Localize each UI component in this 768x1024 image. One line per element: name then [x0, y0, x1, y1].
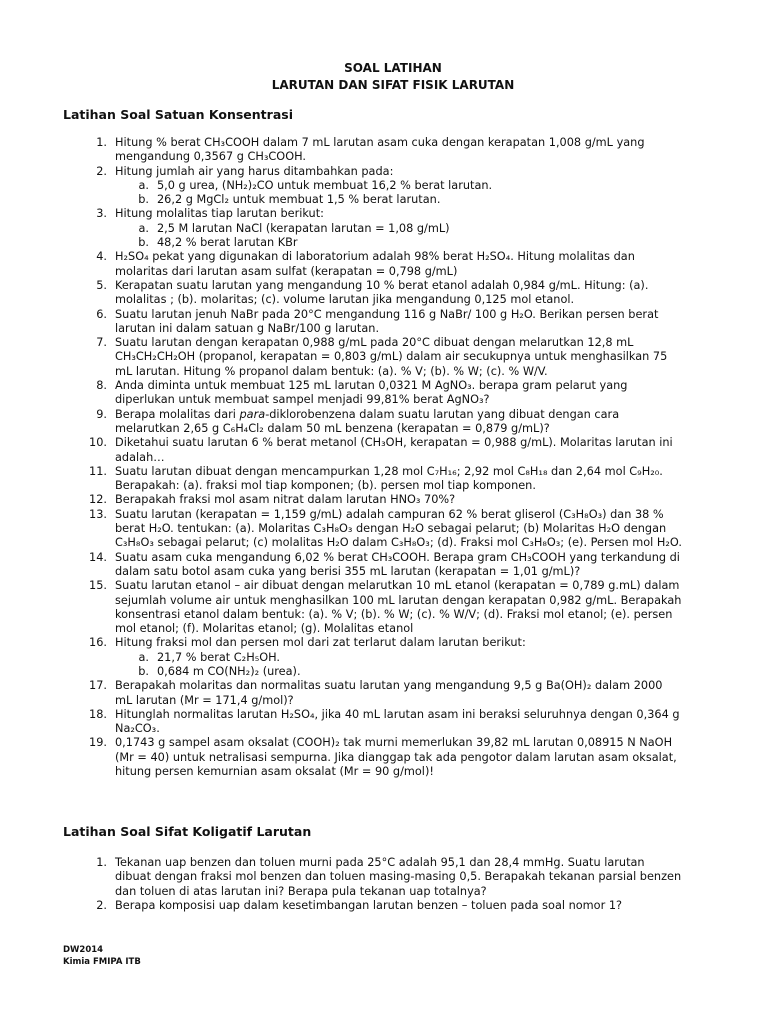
- sub-question-text: 48,2 % berat larutan KBr: [157, 236, 298, 250]
- question-number: 1.: [96, 856, 107, 869]
- question-number: 7.: [96, 336, 107, 350]
- sub-question: [115, 222, 683, 236]
- sub-question-text: 26,2 g MgCl₂ untuk membuat 1,5 % berat larutan.: [157, 193, 441, 207]
- question-body: [107, 165, 683, 208]
- question-number: 19.: [89, 736, 107, 750]
- question-item: [63, 408, 683, 437]
- document-header: [0, 60, 768, 94]
- sub-letter: b.: [138, 664, 149, 678]
- question-item: [63, 708, 683, 737]
- question-text: Suatu larutan etanol – air dibuat dengan melarutkan 10 mL etanol (kerapatan = 0,789 g.mL) dalam sejumlah volume air untuk menghasilkan 100 mL larutan dengan kerapatan 0,982 g/mL. Berapakah konsentrasi etanol dalam bentuk: (a). % V; (b). % W; (c). % W/V; (d). Fraksi mol etanol; (e). persen mol etanol; (f). Molaritas etanol; (g). Molalitas etanol: [115, 579, 682, 636]
- question-text: Hitunglah normalitas larutan H₂SO₄, jika 40 mL larutan asam ini beraksi seluruhnya dengan 0,364 g Na₂CO₃.: [115, 707, 680, 736]
- question-number: 2.: [96, 898, 107, 912]
- question-text: -diklorobenzena dalam suatu larutan yang dibuat dengan cara melarutkan 2,65 g C₆H₄Cl₂ dalam 50 mL benzena (kerapatan = 0,879 g/mL)?: [115, 407, 620, 435]
- question-text: Kerapatan suatu larutan yang mengandung 10 % berat etanol adalah 0,984 g/mL. Hitung: (a). molalitas ; (b). molaritas; (c). volume larutan jika mengandung 0,125 mol etanol.: [115, 278, 649, 307]
- question-list-konsentrasi: [63, 136, 683, 779]
- question-text: Berapa molalitas dari: [115, 407, 240, 421]
- question-text: Suatu asam cuka mengandung 6,02 % berat CH₃COOH. Berapa gram CH₃COOH yang terkandung di dalam satu botol asam cuka yang berisi 355 mL larutan (kerapatan = 1,01 g/mL)?: [115, 550, 680, 578]
- sub-question-text: 2,5 M larutan NaCl (kerapatan larutan = 1,08 g/mL): [157, 221, 450, 235]
- question-item: [63, 493, 683, 507]
- question-item: [63, 436, 683, 465]
- sub-question: [115, 236, 683, 250]
- question-item: [63, 136, 683, 165]
- question-text: Suatu larutan jenuh NaBr pada 20°C mengandung 116 g NaBr/ 100 g H₂O. Berikan persen berat larutan ini dalam satuan g NaBr/100 g larutan.: [115, 307, 659, 335]
- question-item: [63, 165, 683, 208]
- question-number: 18.: [89, 707, 107, 721]
- question-text: Hitung fraksi mol dan persen mol dari zat terlarut dalam larutan berikut:: [115, 636, 526, 650]
- sub-question: [115, 651, 683, 665]
- sub-letter: b.: [138, 193, 149, 207]
- document-title: SOAL LATIHAN: [344, 61, 442, 75]
- question-text: Anda diminta untuk membuat 125 mL larutan 0,0321 M AgNO₃. berapa gram pelarut yang diperlukan untuk membuat sampel menjadi 99,81% berat AgNO₃?: [115, 379, 628, 407]
- question-number: 13.: [89, 507, 107, 521]
- question-item: [63, 279, 683, 308]
- sub-question: [115, 665, 683, 679]
- question-number: 14.: [89, 550, 107, 564]
- question-text: Berapakah molaritas dan normalitas suatu larutan yang mengandung 9,5 g Ba(OH)₂ dalam 2000 mL larutan (Mr = 171,4 g/mol)?: [115, 679, 663, 707]
- question-number: 16.: [89, 636, 107, 650]
- question-item: [63, 250, 683, 279]
- question-text: Berapakah fraksi mol asam nitrat dalam larutan HNO₃ 70%?: [115, 493, 456, 507]
- sub-letter: a.: [138, 650, 149, 664]
- question-text: Hitung molalitas tiap larutan berikut:: [115, 207, 324, 221]
- question-number: 9.: [96, 407, 107, 421]
- sub-question: [115, 179, 683, 193]
- question-number: 12.: [89, 493, 107, 507]
- question-number: 3.: [96, 207, 107, 221]
- document-subtitle: LARUTAN DAN SIFAT FISIK LARUTAN: [271, 78, 515, 92]
- question-item: [63, 379, 683, 408]
- question-text: 0,1743 g sampel asam oksalat (COOH)₂ tak murni memerlukan 39,82 mL larutan 0,08915 N NaOH (Mr = 40) untuk netralisasi sempurna. Jika dianggap tak ada pengotor dalam larutan asam oksalat, hitung persen kemurnian asam oksalat (Mr = 90 g/mol)!: [115, 736, 677, 779]
- section-title-konsentrasi: Latihan Soal Satuan Konsentrasi: [63, 107, 293, 122]
- question-body: [107, 636, 683, 679]
- question-number: 17.: [89, 679, 107, 693]
- question-text: Suatu larutan (kerapatan = 1,159 g/mL) adalah campuran 62 % berat gliserol (C₃H₈O₃) dan 38 % berat H₂O. tentukan: (a). Molaritas C₃H₈O₃ dengan H₂O sebagai pelarut; (b) Molaritas H₂O dengan C₃H₈O₃ sebagai pelarut; (c) molalitas H₂O dalam C₃H₈O₃; (d). Fraksi mol C₃H₈O₃; (e). Persen mol H₂O.: [115, 507, 682, 550]
- sub-question-text: 21,7 % berat C₂H₅OH.: [157, 650, 280, 664]
- question-number: 10.: [89, 436, 107, 450]
- footer: [63, 944, 141, 968]
- question-number: 15.: [89, 579, 107, 593]
- question-item: [63, 308, 683, 337]
- question-text: Berapa komposisi uap dalam kesetimbangan larutan benzen – toluen pada soal nomor 1?: [115, 898, 623, 912]
- question-number: 2.: [96, 164, 107, 178]
- question-number: 11.: [89, 464, 107, 478]
- sub-letter: b.: [138, 236, 149, 250]
- question-item: [63, 736, 683, 779]
- sub-question: [115, 193, 683, 207]
- sub-letter: a.: [138, 221, 149, 235]
- footer-department: Kimia FMIPA ITB: [63, 957, 141, 967]
- question-text: Hitung % berat CH₃COOH dalam 7 mL larutan asam cuka dengan kerapatan 1,008 g/mL yang mengandung 0,3567 g CH₃COOH.: [115, 136, 645, 164]
- question-item: [63, 508, 683, 551]
- question-item: [63, 551, 683, 580]
- question-text: Hitung jumlah air yang harus ditambahkan pada:: [115, 164, 394, 178]
- sub-question-text: 5,0 g urea, (NH₂)₂CO untuk membuat 16,2 % berat larutan.: [157, 178, 493, 192]
- question-text: Diketahui suatu larutan 6 % berat metanol (CH₃OH, kerapatan = 0,988 g/mL). Molaritas larutan ini adalah…: [115, 436, 673, 464]
- question-number: 6.: [96, 307, 107, 321]
- question-item: [63, 579, 683, 636]
- question-body: [107, 408, 683, 437]
- question-text: Suatu larutan dengan kerapatan 0,988 g/mL pada 20°C dibuat dengan melarutkan 12,8 mL CH₃CH₂CH₂OH (propanol, kerapatan = 0,803 g/mL) dalam air secukupnya untuk menghasilkan 75 mL larutan. Hitung % propanol dalam bentuk: (a). % V; (b). % W; (c). % W/V.: [115, 336, 668, 378]
- question-item: [63, 336, 683, 379]
- question-item: [63, 679, 683, 708]
- sub-question-text: 0,684 m CO(NH₂)₂ (urea).: [157, 664, 301, 678]
- section-title-koligatif: Latihan Soal Sifat Koligatif Larutan: [63, 824, 312, 839]
- question-item: [63, 207, 683, 250]
- question-number: 5.: [96, 278, 107, 292]
- question-number: 8.: [96, 379, 107, 393]
- question-item: [63, 856, 683, 899]
- question-list-koligatif: [63, 856, 683, 913]
- question-text: Tekanan uap benzen dan toluen murni pada 25°C adalah 95,1 dan 28,4 mmHg. Suatu larutan dibuat dengan fraksi mol benzen dan toluen masing-masing 0,5. Berapakah tekanan parsial benzen dan toluen di atas larutan ini? Berapa pula tekanan uap totalnya?: [115, 856, 682, 898]
- question-text: Suatu larutan dibuat dengan mencampurkan 1,28 mol C₇H₁₆; 2,92 mol C₈H₁₈ dan 2,64 mol C₉H₂₀. Berapakah: (a). fraksi mol tiap komponen; (b). persen mol tiap komponen.: [115, 464, 663, 493]
- question-item: [63, 636, 683, 679]
- footer-code: DW2014: [63, 945, 104, 955]
- question-number: 4.: [96, 250, 107, 264]
- question-body: [107, 207, 683, 250]
- question-item: [63, 465, 683, 494]
- sub-letter: a.: [138, 178, 149, 192]
- question-text-italic: para: [239, 407, 266, 421]
- question-number: 1.: [96, 136, 107, 149]
- question-item: [63, 899, 683, 913]
- question-text: H₂SO₄ pekat yang digunakan di laboratorium adalah 98% berat H₂SO₄. Hitung molalitas dan molaritas dari larutan asam sulfat (kerapatan = 0,798 g/mL): [115, 250, 635, 278]
